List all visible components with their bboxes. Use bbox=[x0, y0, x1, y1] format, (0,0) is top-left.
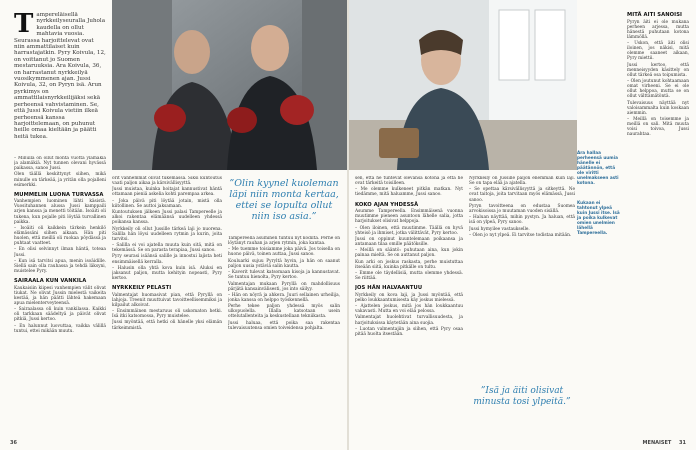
paragraph: – En halunnut luovuttaa, vaikka välillä tuntui, ettei mikään muutu. bbox=[14, 323, 106, 334]
paragraph: – Uskon, että äiti olisi iloinen, jos näkisi, mitä olemme saaneet aikaan, Pyry miettii. bbox=[627, 41, 689, 62]
column-2 bbox=[112, 176, 222, 441]
paragraph: – Haluan näyttää, mihin pystyn. Ja haluan, että isä on ylpeä, Pyry sanoo. bbox=[469, 215, 575, 226]
page-footer-right bbox=[643, 440, 686, 446]
paragraph: Kouluarki sujuu Pyryltä hyvin, ja hän on saanut paljon uusia ystäviä salin kautta. bbox=[228, 258, 340, 269]
paragraph: Pyry seurasi isäänsä salille ja innostui lajista heti ensimmäisellä kerralla. bbox=[112, 254, 222, 265]
paragraph: Valmentajan mukaan Pyryllä on mahdollisuus pärjätä kansainvälisesti, jos into säilyy. bbox=[228, 281, 340, 292]
paragraph: – Meillä on sääntö: puhutaan aina, kun jokin painaa mieltä. Se on auttanut paljon. bbox=[355, 248, 463, 259]
paragraph: – Hän on nöyrä ja ahkera. Juuri sellainen urheilija, jonka kanssa on helppo työskennellä. bbox=[228, 292, 340, 303]
paragraph: Valmentajat huolehtivat turvallisuudesta, ja harjoituksissa käytetään aina suojia. bbox=[355, 315, 463, 326]
photo-portrait-window bbox=[349, 0, 577, 170]
subheading: MUMMELIN LUONA TURVASSA bbox=[14, 191, 104, 198]
photo-father-son-boxing bbox=[112, 0, 347, 170]
pull-quote-right: ”Isä ja äiti olisivat minusta tosi ylpeitä.” bbox=[473, 386, 571, 407]
subheading: MITÄ AITI SANOISI bbox=[627, 12, 683, 18]
photo-illustration bbox=[112, 0, 347, 170]
page-number-right: 31 bbox=[679, 440, 686, 446]
subheading: KOKO AJAN YHDESSÄ bbox=[355, 201, 419, 208]
paragraph: – Kun isä tarvitsi apua, menin isoäidille. Siellä sain olla rauhassa ja tehdä läksyni, muistelee Pyry. bbox=[14, 258, 106, 275]
paragraph: Asumme Tampereella. Ensimmäisenä vuonna muutimme pieneen asuntoon lähelle salia, jotta harjoitukset olisivat helppoja. bbox=[355, 209, 463, 225]
magazine-brand: MENAISET bbox=[642, 440, 672, 446]
paragraph: – Olen iloinen, että muutimme. Täällä on hyvä yhteisö ja ihmiset, jotka välittävät, Pyry kertoo. bbox=[355, 225, 463, 236]
paragraph: Kuntoutuksen jälkeen Jussi palasi Tampereelle ja alkoi rakentaa elämäänsä uudelleen yhdessä poikansa kanssa. bbox=[112, 210, 222, 226]
paragraph: – Meillä on toisemme ja meillä on sali. Mitä muuta voisi toivoa, Jussi naurahtaa. bbox=[627, 117, 689, 138]
paragraph: – Salilla ei voi ajatella muuta kuin sitä, mitä on tekemässä. Se on parasta terapiaa, Jussi sanoo. bbox=[112, 243, 222, 254]
paragraph: – Minulla on ollut monta vuotta ylämäkiä ja alamäkiä. Nyt tunnen olevani hyvässä paikassa, sanoo Jussi. bbox=[14, 156, 106, 172]
column-5 bbox=[469, 176, 575, 376]
paragraph: Valmentajat huomasivat pian, että Pyryllä on lahjoja. Treenit muuttuivat tavoitteellisemmiksi ja kilpailut alkoivat. bbox=[112, 292, 222, 308]
paragraph: – Luotan valmentajiin ja siihen, että Pyry osaa pitää huolta itsestään. bbox=[355, 326, 463, 337]
paragraph: Pyryn äiti ei ole mukana perheen arjessa, mutta hänestä puhutaan kotona lämmöllä. bbox=[627, 19, 689, 40]
paragraph: Jussi muistaa, kuinka hoitajat kannustivat häntä ottamaan pieniä askelia kohti parempaa arkea. bbox=[112, 187, 222, 198]
page-number-left: 36 bbox=[10, 440, 17, 446]
dropcap: T bbox=[14, 12, 34, 39]
column-1 bbox=[14, 156, 106, 441]
paragraph: Jussi myöntää, että hetki oli hänelle yksi elämän tärkeimmistä. bbox=[112, 320, 222, 331]
paragraph: – Ensimmäinen mestaruus oli uskomaton hetki. Isä itki katsomossa, Pyry muistelee. bbox=[112, 309, 222, 320]
photo-illustration bbox=[349, 0, 577, 170]
right-page bbox=[349, 0, 696, 450]
subheading: NYRKKEILY PELASTI bbox=[112, 285, 172, 292]
paragraph: – Se opettaa kärsivällisyyttä ja sitkeyttä. Ne ovat taitoja, joita tarvitaan myös elämässä, Jussi sanoo. bbox=[469, 187, 575, 203]
paragraph: – Me tuemme toisiamme joka päivä. Jos toisella on huono päivä, toinen auttaa, Jussi sanoo. bbox=[228, 247, 340, 258]
paragraph: Perhe tekee paljon yhdessä myös salin ulkopuolella. Illalla katsotaan usein ottelutallenteita ja keskustellaan tekniikasta. bbox=[228, 304, 340, 320]
paragraph: orit vanhemmat olivat tukemassa. Siksi kuntoutus vaati paljon aikaa ja kärsivällisyyttä. bbox=[112, 176, 222, 187]
paragraph: Olen täällä keskittynyt siihen, mikä minulle on tärkeää, ja yritän olla pojalleni esimerkki. bbox=[14, 172, 106, 188]
paragraph: – En olisi selvinnyt ilman häntä, toteaa Jussi. bbox=[14, 247, 106, 258]
paragraph: Jussi hymyilee vastaukselle. bbox=[469, 226, 530, 232]
paragraph: Vanhempien luominen lähti käsistä. Vuosituhannen alussa Jussi kamppaili arjen kanssa ja menetti töitään. Isoäiti oli tukena, kun pojalle piti löytää turvallinen paikka. bbox=[14, 199, 106, 225]
paragraph: Jussi on oppinut kuuntelemaan poikaansa ja antamaan tilaa omille päätöksille. bbox=[355, 236, 463, 247]
photo-caption-2: Kukaan ei tahtonut ylpeä kuin Jussi itse. Isä ja poika kulkevat omien unelmien lähellä Tampereella. bbox=[577, 200, 620, 235]
column-6 bbox=[627, 8, 689, 440]
paragraph: – Isoäiti oli kaikkein tärkein henkilö elämässäni siihen aikaan. Hän piti huolen, että meillä oli ruokaa pöydässä ja puhtaat vaatteet. bbox=[14, 225, 106, 247]
paragraph: Jussi haluaa, että poika saa rakentaa tulevaisuutensa omien toiveidensa pohjalta. bbox=[228, 320, 340, 331]
paragraph: Kaukaisiin kiipesi vanhempien välit olivat tiukat. Ne olivat Jussin mielestä vaikeita kestää, ja hän päätti lähteä hakemaan apua mielenterveyteensä. bbox=[14, 285, 106, 306]
subheading: JOS HÄN HALVAANTUU bbox=[355, 285, 423, 292]
paragraph: Tulevaisuus näyttää nyt valoisammalta kuin koskaan aiemmin. bbox=[627, 100, 689, 116]
paragraph: – Sairaalassa oli kuin vankilassa. Kaikki oli tarkkaan säädeltyä ja päivät olivat pitkiä, Jussi kertoo. bbox=[14, 307, 106, 323]
paragraph: – Olen joutunut kohtaamaan omat virheeni. Se ei ole ollut helppoa, mutta se on ollut välttämätöntä. bbox=[627, 79, 689, 100]
column-3 bbox=[228, 236, 340, 441]
intro-paragraph: ampereläisellä nyrkkeilyseuralla Juhola kaudella on ollut mahtavia vuosia. Seurassa harjoittelevat ovat niin ammattilaiset kuin harrastajatkin. Pyry Koivula, 12, on voittanut jo Suomen mestaruuksia. Ara Koivula, 36, on harrastanut nyrkkeilyä vuosikymmenen ajan. Jussi Koivula, 32, on Pyryn isä. Arun pyrkimys on ammattilaisnyrkkeilijäksi sekä perheensä vahvistaminen. Se, että Jussi Koivula vietiin ilkeä perheensä kanssa harjoittelemaan, on puhunut heille omaa kieltään ja päätti heitä tukea. bbox=[14, 12, 106, 140]
paragraph: – Halusin olla yhtä kova kuin isä. Aluksi en jaksanut paljon, mutta kehityin nopeasti, Pyry kertoo. bbox=[112, 265, 222, 281]
paragraph: sen, että he tuntevat olevansa kotona ja että he ovat tärkeitä toisilleen. bbox=[355, 176, 463, 187]
paragraph: Nyrkkeily on kova laji, ja Jussi myöntää, että pelko loukkaantumisesta käy joskus mielessä. bbox=[355, 292, 463, 303]
paragraph: Nyrkkeily on Jussille paljon enemmän kuin laji. Se on tapa elää ja ajatella. bbox=[469, 176, 575, 187]
paragraph: – Joka päivä piti löytää jotain, mistä olla kiitollinen. Se auttoi jaksamaan. bbox=[112, 198, 222, 209]
paragraph: – Kaverit tulevat katsomaan kisoja ja kannustavat. Se tuntuu hienolta, Pyry kertoo. bbox=[228, 270, 340, 281]
intro-text bbox=[14, 12, 106, 152]
paragraph: – Emme ole täydellisiä, mutta olemme yhdessä. Se riittää. bbox=[355, 271, 463, 282]
paragraph: – Me olemme kulkeneet pitkän matkan. Nyt tiedämme, mitä haluamme, Jussi sanoo. bbox=[355, 187, 463, 198]
pull-quote: ”Olin kyynel kuoleman läpi niin monta kertaa, ettei se lopulta ollut niin iso asia.” bbox=[229, 178, 339, 222]
left-page bbox=[0, 0, 347, 450]
paragraph: Nyrkkeily oli ollut Jussille tärkeä laji jo nuorena. Salilla hän löysi uudelleen rytmin ja kurin, joita tarvitsi. bbox=[112, 226, 222, 242]
column-4 bbox=[355, 176, 463, 441]
paragraph: – Olen jo nyt ylpeä. Ei tarvitse todistaa mitään. bbox=[469, 232, 572, 238]
paragraph: Jussi kertoo, että menneisyyden käsittely on ollut tärkeä osa toipumista. bbox=[627, 62, 689, 78]
photo-caption: Ara hallaa perheensä uumia hänelle ei päätännön, että ole viritti unelmakseen asti kotona. bbox=[577, 150, 619, 185]
paragraph: – Ajattelen joskus, mitä jos hän loukkaantuu vakavasti. Mutta en voi elää pelossa. bbox=[355, 304, 463, 315]
paragraph: Tampereella asuminen tuntuu nyt kodilta. Perhe on löytänyt rauhan ja arjen rytmin, joka kantaa. bbox=[228, 236, 340, 247]
subheading: SAIRAALA KUN VANKILA bbox=[14, 278, 87, 285]
paragraph: Pyryn tavoitteena on edustaa Suomea arvokisoissa jo muutaman vuoden sisällä. bbox=[469, 203, 575, 214]
paragraph: Kun arki on joskus raskasta, perhe muistuttaa itseään siitä, kuinka pitkälle on tultu. bbox=[355, 259, 463, 270]
